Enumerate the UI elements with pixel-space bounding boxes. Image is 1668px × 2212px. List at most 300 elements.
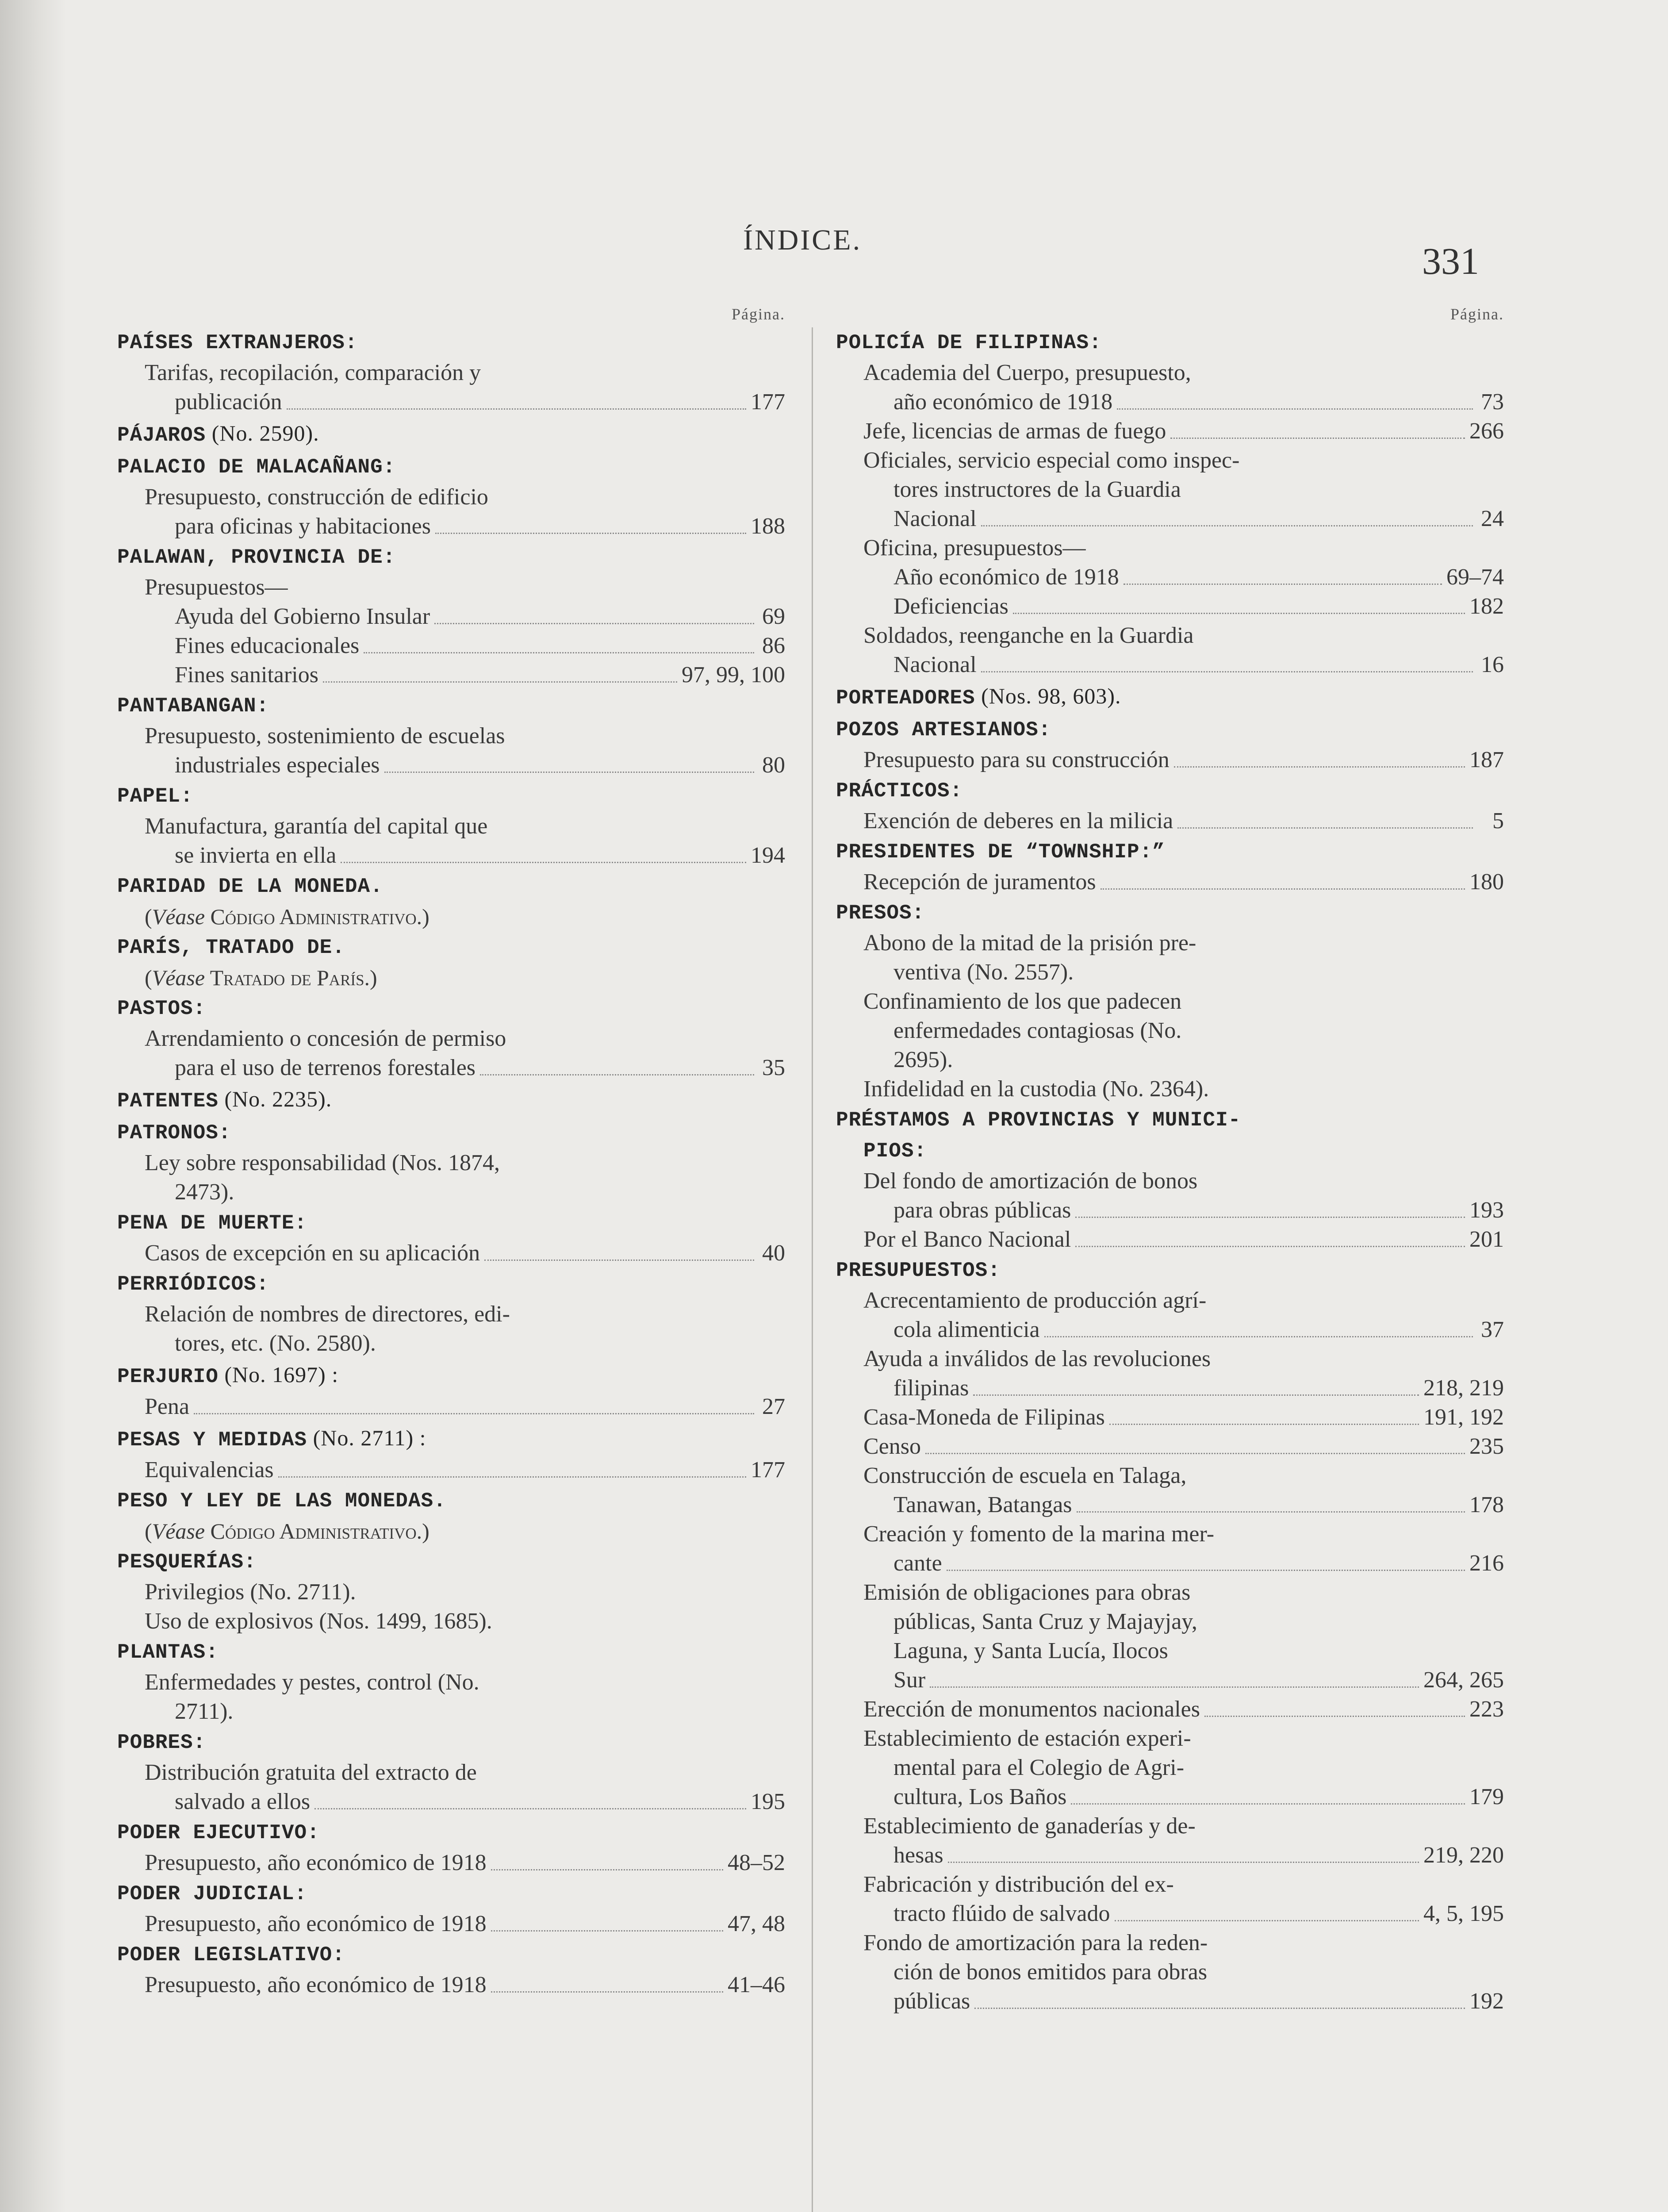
- subentry-text: tores instructores de la Guardia: [893, 477, 1181, 502]
- subentry-text: Establecimiento de estación experi-: [863, 1726, 1191, 1751]
- subentry-line: [117, 388, 785, 417]
- leader-dots: [1204, 1716, 1465, 1717]
- subentry-text: Academia del Cuerpo, presupuesto,: [863, 360, 1191, 385]
- index-entry: [836, 1255, 1504, 2016]
- page-reference: 16: [1481, 652, 1504, 677]
- subentry-line: [836, 1899, 1504, 1928]
- page-reference: 48–52: [728, 1850, 785, 1875]
- subentry-line: [117, 1787, 785, 1816]
- subentry-text: Censo: [863, 1434, 921, 1459]
- entry-heading-text: PASTOS:: [117, 997, 206, 1020]
- subentry-text: Presupuesto, año económico de 1918: [145, 1850, 487, 1875]
- subentry-line: [117, 1178, 785, 1207]
- entry-heading-text: PÁJAROS: [117, 424, 206, 447]
- subentry-text: se invierta en ella: [175, 843, 337, 868]
- subentry-line: [836, 1075, 1504, 1104]
- entry-heading: [117, 1637, 785, 1668]
- leader-dots: [1109, 1424, 1419, 1425]
- subentry-text: Fondo de amortización para la reden-: [863, 1930, 1208, 1955]
- subentry-line: [117, 722, 785, 751]
- subentry-text: cola alimenticia: [893, 1317, 1040, 1342]
- entry-heading: [836, 898, 1504, 929]
- index-entry: [117, 1939, 785, 2000]
- leader-dots: [930, 1686, 1419, 1688]
- entry-reference: (Nos. 98, 603).: [975, 684, 1121, 708]
- leader-dots: [364, 652, 754, 653]
- entry-reference: (No. 2590).: [206, 421, 319, 445]
- subentry-line: [117, 812, 785, 841]
- subentry-line: [117, 1578, 785, 1607]
- subentry-text: Presupuestos—: [145, 575, 288, 600]
- entry-heading-text: PODER JUDICIAL:: [117, 1882, 307, 1905]
- index-entry: [117, 871, 785, 931]
- subentry-text: Construcción de escuela en Talaga,: [863, 1463, 1187, 1488]
- subentry-line: [117, 1455, 785, 1485]
- page-title: ÍNDICE.: [743, 224, 862, 256]
- subentry-text: cante: [893, 1551, 942, 1576]
- subentry-text: Año económico de 1918: [893, 565, 1119, 590]
- entry-heading: [836, 776, 1504, 806]
- subentry-line: [117, 573, 785, 602]
- subentry-line: [836, 1225, 1504, 1254]
- index-entry: [117, 1208, 785, 1268]
- subentry-line: [836, 868, 1504, 897]
- subentry-text: Creación y fomento de la marina mer-: [863, 1521, 1215, 1547]
- subentry-line: [117, 661, 785, 690]
- see-target: Código Administrativo.): [205, 904, 429, 929]
- subentry-line: [836, 1753, 1504, 1782]
- entry-heading: [117, 1939, 785, 1970]
- index-entry: [117, 1269, 785, 1358]
- subentry-line: [836, 1987, 1504, 2016]
- entry-heading-text: POLICÍA DE FILIPINAS:: [836, 331, 1102, 354]
- entry-heading: [117, 993, 785, 1024]
- subentry-text: Equivalencias: [145, 1457, 274, 1482]
- subentry-line: [117, 841, 785, 870]
- index-entry: [117, 418, 785, 451]
- page-reference: 35: [762, 1055, 785, 1080]
- subentry-line: [117, 631, 785, 661]
- subentry-line: [117, 1329, 785, 1358]
- see-keyword: Véase: [152, 904, 205, 929]
- subentry-text: Deficiencias: [893, 594, 1008, 619]
- leader-dots: [1170, 438, 1465, 439]
- subentry-line: [117, 1668, 785, 1697]
- subentry-text: Confinamiento de los que padecen: [863, 989, 1182, 1014]
- subentry-text: Laguna, y Santa Lucía, Ilocos: [893, 1638, 1168, 1663]
- subentry-text: Por el Banco Nacional: [863, 1227, 1071, 1252]
- entry-heading: [117, 1422, 785, 1455]
- subentry-text: Presupuesto para su construcción: [863, 747, 1170, 772]
- page-reference: 27: [762, 1394, 785, 1419]
- page-column-label: Página.: [1450, 305, 1504, 323]
- subentry-text: 2711).: [175, 1699, 234, 1724]
- index-entry: [117, 1083, 785, 1117]
- subentry-line: [117, 512, 785, 541]
- entry-heading: [836, 837, 1504, 868]
- subentry-text: Uso de explosivos (Nos. 1499, 1685).: [145, 1609, 492, 1634]
- index-column-left: [117, 301, 785, 2001]
- subentry-text: tores, etc. (No. 2580).: [175, 1331, 376, 1356]
- page-reference: 223: [1469, 1697, 1504, 1722]
- entry-heading: [117, 1269, 785, 1300]
- entry-heading: [117, 1208, 785, 1239]
- leader-dots: [1177, 827, 1473, 829]
- entry-heading-text: PAÍSES EXTRANJEROS:: [117, 331, 358, 354]
- subentry-line: [836, 1841, 1504, 1870]
- page-reference: 191, 192: [1423, 1405, 1504, 1430]
- entry-heading-text: PENA DE MUERTE:: [117, 1212, 307, 1235]
- index-entry: [117, 1118, 785, 1207]
- subentry-text: Ayuda a inválidos de las revoluciones: [863, 1346, 1211, 1371]
- leader-dots: [484, 1260, 754, 1261]
- page-reference: 194: [751, 843, 785, 868]
- subentry-line: [836, 1870, 1504, 1899]
- leader-dots: [1075, 1217, 1465, 1218]
- leader-dots: [323, 681, 677, 683]
- leader-dots: [384, 772, 754, 773]
- subentry-text: Emisión de obligaciones para obras: [863, 1580, 1191, 1605]
- subentry-text: Presupuesto, año económico de 1918: [145, 1911, 487, 1936]
- index-entry: [836, 714, 1504, 775]
- leader-dots: [491, 1991, 723, 1993]
- page-reference: 219, 220: [1423, 1843, 1504, 1868]
- page-reference: 192: [1469, 1989, 1504, 2014]
- subentry-line: [836, 1724, 1504, 1753]
- subentry-line: [836, 358, 1504, 388]
- leader-dots: [1117, 408, 1473, 410]
- subentry-line: [117, 1697, 785, 1726]
- entry-heading: [117, 1118, 785, 1148]
- subentry-text: Arrendamiento o concesión de permiso: [145, 1026, 506, 1051]
- entry-heading-continuation: PIOS:: [863, 1140, 927, 1163]
- entry-heading-text: PANTABANGAN:: [117, 695, 269, 718]
- subentry-line: [117, 358, 785, 388]
- subentry-line: [836, 745, 1504, 775]
- subentry-line: [836, 446, 1504, 475]
- leader-dots: [491, 1930, 723, 1932]
- page-number: 331: [1422, 240, 1479, 282]
- leader-dots: [434, 623, 754, 624]
- entry-heading-text: PRÁCTICOS:: [836, 780, 963, 803]
- subentry-text: Infidelidad en la custodia (No. 2364).: [863, 1076, 1209, 1102]
- subentry-line: [836, 1374, 1504, 1403]
- subentry-text: Recepción de juramentos: [863, 869, 1096, 895]
- page-binding-edge: [0, 0, 66, 2212]
- leader-dots: [981, 525, 1473, 526]
- page-reference: 37: [1481, 1317, 1504, 1342]
- subentry-text: Distribución gratuita del extracto de: [145, 1760, 477, 1785]
- subentry-line: [836, 1549, 1504, 1578]
- leader-dots: [1077, 1511, 1465, 1513]
- subentry-line: [117, 1024, 785, 1053]
- subentry-line: [836, 592, 1504, 621]
- page-reference: 177: [751, 1457, 785, 1482]
- subentry-line: [836, 1812, 1504, 1841]
- subentry-line: [836, 621, 1504, 650]
- subentry-line: [117, 1392, 785, 1421]
- leader-dots: [287, 408, 746, 410]
- leader-dots: [1100, 888, 1465, 890]
- column-divider: [812, 327, 813, 2212]
- subentry-line: [836, 929, 1504, 958]
- subentry-text: Jefe, licencias de armas de fuego: [863, 419, 1166, 444]
- subentry-line: [117, 1970, 785, 2000]
- subentry-line: [117, 1239, 785, 1268]
- leader-dots: [947, 1570, 1465, 1571]
- subentry-line: [836, 1403, 1504, 1432]
- index-entry: [117, 1817, 785, 1878]
- subentry-line: [117, 483, 785, 512]
- entry-heading-text: PRESIDENTES DE “TOWNSHIP:”: [836, 841, 1165, 864]
- entry-heading-text: PESAS Y MEDIDAS: [117, 1429, 307, 1452]
- subentry-text: Oficina, presupuestos—: [863, 535, 1086, 561]
- subentry-line: [836, 1607, 1504, 1636]
- subentry-text: Manufactura, garantía del capital que: [145, 814, 488, 839]
- leader-dots: [435, 533, 746, 534]
- left-entries: [117, 327, 785, 2000]
- page-reference: 41–46: [728, 1972, 785, 1997]
- subentry-text: Acrecentamiento de producción agrí-: [863, 1288, 1207, 1313]
- entry-heading: [117, 542, 785, 573]
- see-keyword: Véase: [152, 965, 205, 990]
- subentry-line: [836, 504, 1504, 534]
- leader-dots: [480, 1074, 754, 1075]
- entry-heading-text: PATRONOS:: [117, 1121, 231, 1144]
- index-entry: [117, 932, 785, 992]
- index-entry: [836, 680, 1504, 714]
- subentry-text: Tanawan, Batangas: [893, 1492, 1072, 1517]
- see-keyword: Véase: [152, 1519, 205, 1544]
- entry-heading-text: PODER EJECUTIVO:: [117, 1821, 320, 1844]
- entry-heading: [836, 327, 1504, 358]
- subentry-text: filipinas: [893, 1375, 969, 1401]
- entry-reference: (No. 2711) :: [307, 1425, 426, 1450]
- page-reference: 180: [1469, 869, 1504, 895]
- subentry-text: Fines sanitarios: [175, 662, 318, 687]
- page-reference: 4, 5, 195: [1423, 1901, 1504, 1926]
- entry-heading: [117, 1878, 785, 1909]
- subentry-text: ción de bonos emitidos para obras: [893, 1959, 1208, 1985]
- subentry-text: salvado a ellos: [175, 1789, 311, 1814]
- entry-heading-text: POZOS ARTESIANOS:: [836, 718, 1051, 741]
- entry-heading: [836, 680, 1504, 714]
- page-reference: 40: [762, 1240, 785, 1266]
- page-reference: 47, 48: [728, 1911, 785, 1936]
- subentry-text: públicas, Santa Cruz y Majayjay,: [893, 1609, 1197, 1634]
- subentry-line: [836, 1167, 1504, 1196]
- subentry-line: [117, 751, 785, 780]
- page-reference: 216: [1469, 1551, 1504, 1576]
- subentry-text: Oficiales, servicio especial como inspec-: [863, 448, 1240, 473]
- subentry-line: [117, 1300, 785, 1329]
- entry-heading-text: PERJURIO: [117, 1365, 219, 1388]
- subentry-text: Abono de la mitad de la prisión pre-: [863, 930, 1196, 956]
- subentry-line: [836, 1666, 1504, 1695]
- entry-heading-text: PAPEL:: [117, 785, 193, 808]
- page-reference: 5: [1492, 808, 1504, 833]
- entry-heading-text: POBRES:: [117, 1731, 206, 1754]
- subentry-text: hesas: [893, 1843, 943, 1868]
- subentry-text: mental para el Colegio de Agri-: [893, 1755, 1185, 1780]
- subentry-line: [117, 1758, 785, 1787]
- index-column-right: [836, 301, 1504, 2017]
- subentry-line: [117, 1053, 785, 1083]
- leader-dots: [341, 862, 746, 863]
- entry-reference: (No. 2235).: [218, 1087, 332, 1111]
- see-target: Tratado de París.): [205, 965, 377, 990]
- entry-heading: [117, 1817, 785, 1848]
- subentry-text: para obras públicas: [893, 1198, 1071, 1223]
- leader-dots: [1013, 613, 1465, 614]
- index-entry: [117, 1486, 785, 1546]
- subentry-line: [836, 1461, 1504, 1490]
- entry-heading-text: PALAWAN, PROVINCIA DE:: [117, 546, 396, 569]
- see-also-reference: [117, 902, 785, 931]
- leader-dots: [981, 671, 1473, 672]
- entry-heading-text: PATENTES: [117, 1090, 219, 1113]
- entry-heading-text: PRESUPUESTOS:: [836, 1259, 1001, 1282]
- page-reference: 73: [1481, 389, 1504, 415]
- subentry-line: [836, 1196, 1504, 1225]
- leader-dots: [1075, 1246, 1465, 1247]
- subentry-text: Del fondo de amortización de bonos: [863, 1168, 1198, 1194]
- subentry-line: [836, 563, 1504, 592]
- index-entry: [836, 837, 1504, 897]
- entry-heading: [117, 418, 785, 451]
- page-reference: 235: [1469, 1434, 1504, 1459]
- subentry-line: [117, 1607, 785, 1636]
- leader-dots: [491, 1869, 723, 1870]
- entry-heading: [836, 714, 1504, 745]
- page-reference: 182: [1469, 594, 1504, 619]
- subentry-text: enfermedades contagiosas (No.: [893, 1018, 1182, 1043]
- subentry-text: año económico de 1918: [893, 389, 1113, 415]
- subentry-line: [117, 1848, 785, 1878]
- subentry-line: [836, 1928, 1504, 1958]
- subentry-text: 2695).: [893, 1047, 953, 1072]
- subentry-line: [836, 475, 1504, 504]
- subentry-line: [117, 1148, 785, 1178]
- subentry-line: [836, 417, 1504, 446]
- subentry-line: [117, 1909, 785, 1939]
- entry-heading: [117, 691, 785, 722]
- subentry-text: Pena: [145, 1394, 190, 1419]
- entry-heading: [117, 781, 785, 812]
- subentry-text: Presupuesto, sostenimiento de escuelas: [145, 723, 505, 749]
- entry-heading: [117, 1083, 785, 1117]
- leader-dots: [314, 1808, 746, 1809]
- subentry-text: publicación: [175, 389, 282, 415]
- see-open-paren: (: [145, 904, 152, 929]
- leader-dots: [925, 1453, 1465, 1454]
- subentry-line: [836, 806, 1504, 836]
- subentry-text: Relación de nombres de directores, edi-: [145, 1302, 510, 1327]
- index-entry: [836, 898, 1504, 1104]
- subentry-text: Presupuesto, construcción de edificio: [145, 484, 488, 510]
- subentry-text: industriales especiales: [175, 753, 380, 778]
- leader-dots: [948, 1862, 1419, 1863]
- page-reference: 69: [762, 604, 785, 629]
- see-also-reference: [117, 963, 785, 992]
- subentry-line: [836, 1636, 1504, 1666]
- page-reference: 80: [762, 753, 785, 778]
- entry-heading: [836, 1105, 1504, 1136]
- subentry-line: [836, 1695, 1504, 1724]
- subentry-line: [836, 1045, 1504, 1075]
- index-entry: [117, 691, 785, 780]
- entry-heading: [117, 1727, 785, 1758]
- subentry-text: Casos de excepción en su aplicación: [145, 1240, 480, 1266]
- index-entry: [836, 1105, 1504, 1254]
- index-entry: [117, 327, 785, 417]
- subentry-text: para el uso de terrenos forestales: [175, 1055, 476, 1080]
- entry-heading-text: PESO Y LEY DE LAS MONEDAS.: [117, 1490, 446, 1513]
- subentry-line: [836, 1782, 1504, 1812]
- index-entry: [117, 1359, 785, 1421]
- entry-heading: [117, 327, 785, 358]
- page-reference: 188: [751, 514, 785, 539]
- entry-heading-text: PODER LEGISLATIVO:: [117, 1943, 345, 1966]
- subentry-line: [836, 1520, 1504, 1549]
- subentry-text: Fines educacionales: [175, 633, 360, 658]
- index-entry: [117, 993, 785, 1083]
- subentry-line: [836, 1490, 1504, 1520]
- subentry-text: Erección de monumentos nacionales: [863, 1697, 1200, 1722]
- index-entry: [117, 781, 785, 870]
- subentry-text: públicas: [893, 1989, 970, 2014]
- index-entry: [117, 1547, 785, 1636]
- entry-heading-text: PESQUERÍAS:: [117, 1551, 257, 1574]
- entry-heading: [117, 932, 785, 963]
- subentry-text: Fabricación y distribución del ex-: [863, 1872, 1174, 1897]
- subentry-line: [836, 388, 1504, 417]
- entry-heading-text: PLANTAS:: [117, 1641, 219, 1664]
- subentry-text: Tarifas, recopilación, comparación y: [145, 360, 481, 385]
- entry-heading: [117, 1547, 785, 1578]
- entry-heading: [117, 1486, 785, 1517]
- subentry-line: [836, 1958, 1504, 1987]
- see-target: Código Administrativo.): [205, 1519, 429, 1544]
- page-reference: 97, 99, 100: [682, 662, 785, 687]
- see-open-paren: (: [145, 1519, 152, 1544]
- subentry-line: [836, 958, 1504, 987]
- page-reference: 266: [1469, 419, 1504, 444]
- subentry-text: para oficinas y habitaciones: [175, 514, 431, 539]
- entry-heading-text: PALACIO DE MALACAÑANG:: [117, 456, 396, 479]
- subentry-text: Ley sobre responsabilidad (Nos. 1874,: [145, 1150, 500, 1175]
- leader-dots: [1071, 1803, 1465, 1805]
- see-open-paren: (: [145, 965, 152, 990]
- subentry-text: 2473).: [175, 1179, 234, 1205]
- index-entry: [117, 1727, 785, 1816]
- subentry-line: [836, 1578, 1504, 1607]
- index-entry: [117, 452, 785, 541]
- subentry-line: [836, 534, 1504, 563]
- subentry-text: Soldados, reenganche en la Guardia: [863, 623, 1194, 648]
- index-entry: [836, 327, 1504, 680]
- page-reference: 218, 219: [1423, 1375, 1504, 1401]
- leader-dots: [194, 1413, 754, 1414]
- subentry-text: cultura, Los Baños: [893, 1784, 1067, 1809]
- leader-dots: [1124, 584, 1442, 585]
- subentry-text: Privilegios (No. 2711).: [145, 1579, 356, 1605]
- subentry-text: tracto flúido de salvado: [893, 1901, 1110, 1926]
- leader-dots: [974, 2008, 1465, 2009]
- page-reference: 264, 265: [1423, 1667, 1504, 1693]
- page-reference: 193: [1469, 1198, 1504, 1223]
- entry-heading: [117, 452, 785, 483]
